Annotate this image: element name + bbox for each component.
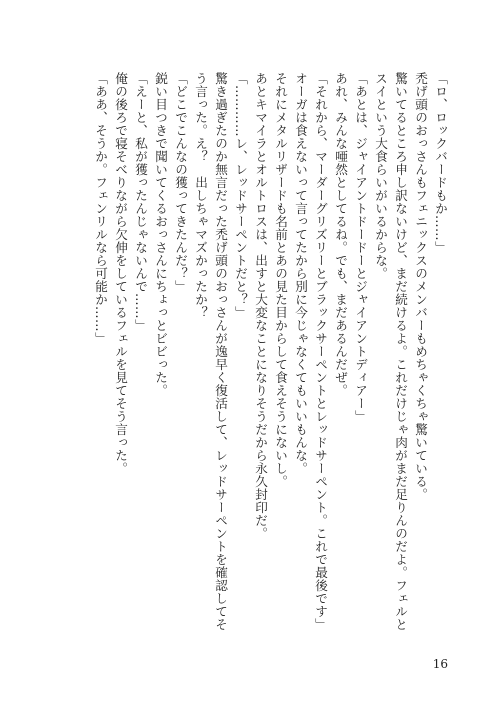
text-line-4: スイという大食らいがいるからな。 bbox=[373, 72, 388, 280]
text-line-8: オーガは食えないって言ってたから別に今じゃなくてもいいもんな。 bbox=[293, 72, 308, 475]
vertical-text-block bbox=[90, 72, 450, 652]
text-line-3: 驚いてるところ申し訳ないけど、まだ続けるよ。これだけじゃ肉がまだ足りんのだよ。フェルと bbox=[393, 72, 408, 631]
text-line-11: 「…………レ、レッドサーペントだと？」 bbox=[233, 72, 248, 319]
text-line-13: う言った。え？ 出しちゃマズかったか？ bbox=[193, 72, 208, 319]
text-line-1: 「ロ、ロックバードもか……」 bbox=[433, 72, 448, 254]
page-number: 16 bbox=[432, 657, 448, 671]
text-line-12: 驚き過ぎたのか無言だった禿げ頭のおっさんが逸早く復活して、レッドサーペントを確認してそ bbox=[213, 72, 228, 631]
text-line-14: 「どこでこんなの獲ってきたんだ？」 bbox=[173, 72, 188, 293]
text-line-18: 「ああ、そうか。フェンリルなら可能か……」 bbox=[93, 72, 108, 345]
text-line-17: 俺の後ろで寝そべりながら欠伸をしているフェルを見てそう言った。 bbox=[113, 72, 128, 475]
text-line-7: 「それから、マーダーグリズリーとブラックサーペントとレッドサーペント。これで最後です」 bbox=[313, 72, 328, 631]
text-line-6: あれ、みんな唖然としてるね。でも、まだあるんだぜ。 bbox=[333, 72, 348, 397]
text-line-15: 鋭い目つきで聞いてくるおっさんにちょっとビビった。 bbox=[153, 72, 168, 397]
text-line-5: 「あとは、ジャイアントドードーとジャイアントディアー」 bbox=[353, 72, 368, 423]
text-line-16: 「えーと、私が獲ったんじゃないんで……」 bbox=[133, 72, 148, 332]
text-line-10: あとキマイラとオルトロスは、出すと大変なことになりそうだから永久封印だ。 bbox=[253, 72, 268, 540]
text-line-9: それにメタルリザードも名前とあの見た目からして食えそうにないし。 bbox=[273, 72, 288, 488]
text-line-2: 禿げ頭のおっさんもフェニックスのメンバーもめちゃくちゃ驚いている。 bbox=[413, 72, 428, 501]
